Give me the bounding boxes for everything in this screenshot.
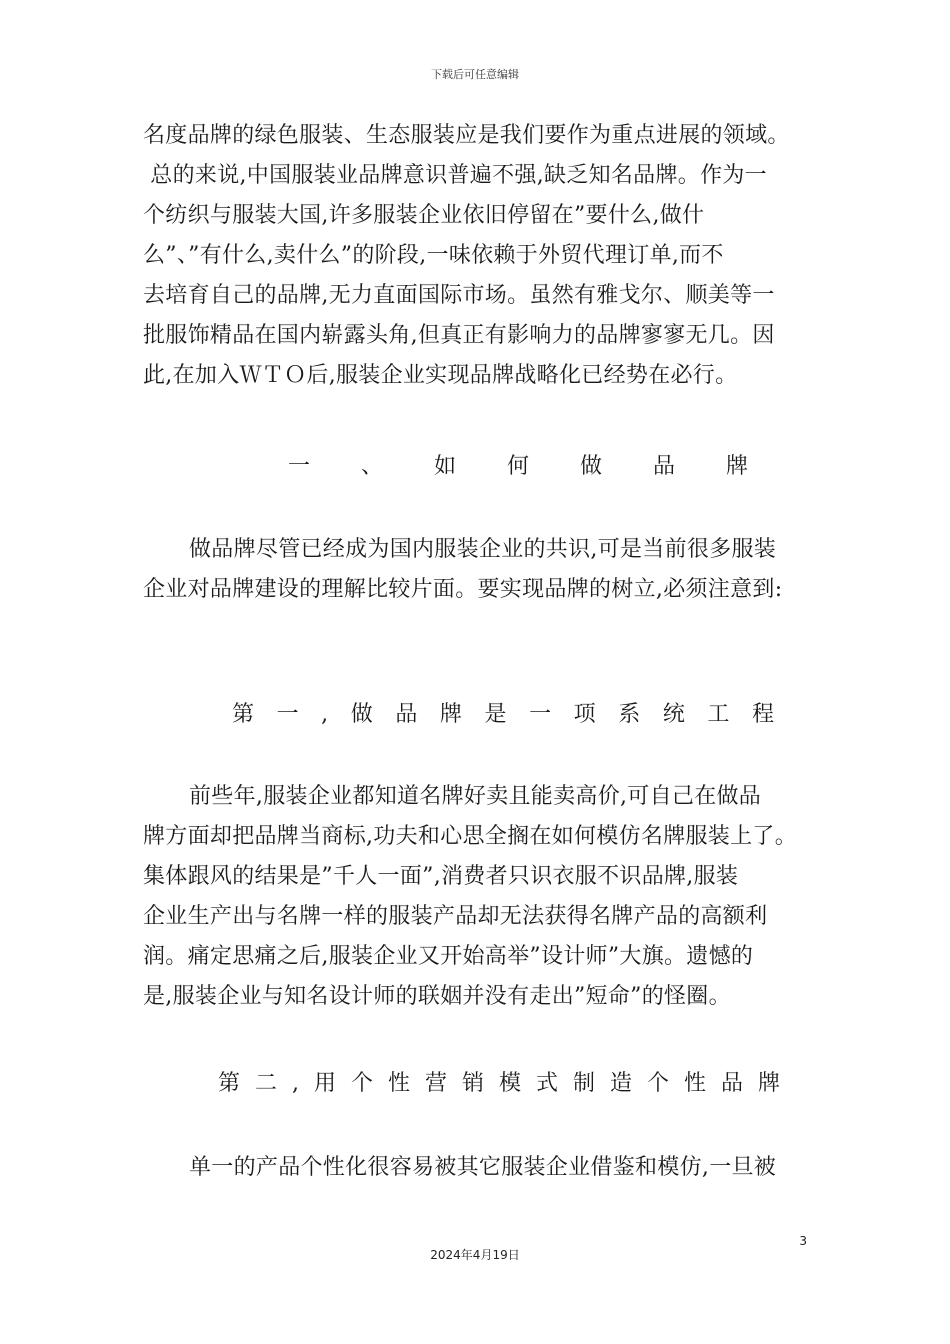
text-line: 前些年,服装企业都知道名牌好卖且能卖高价,可自己在做品 [189,784,762,809]
point-heading [232,695,774,735]
section-heading-text: 一、如何做品牌 [288,454,748,479]
page-footer-date: 2024年4月19日 [430,1248,520,1262]
text-line: 个纺织与服装大国,许多服装企业依旧停留在”要什么,做什 [143,203,705,228]
text-line: 此,在加入ＷＴＯ后,服装企业实现品牌战略化已经势在必行。 [143,363,738,388]
section-one-paragraph [143,530,813,610]
point-heading-text: 第二,用个性营销模式制造个性品牌 [218,1071,780,1096]
text-line: 单一的产品个性化很容易被其它服装企业借鉴和模仿,一旦被 [189,1155,777,1180]
text-line: 做品牌尽管已经成为国内服装企业的共识,可是当前很多服装 [189,537,777,562]
text-line: 是,服装企业与知名设计师的联姻并没有走出”短命”的怪圈。 [143,984,731,1009]
text-line: 总的来说,中国服装业品牌意识普遍不强,缺乏知名品牌。作为一 [143,163,767,188]
point-two-paragraph [143,1148,813,1188]
text-line: 企业生产出与名牌一样的服装产品却无法获得名牌产品的高额利 [143,904,768,929]
point-one-paragraph [143,777,813,1017]
text-line: 名度品牌的绿色服装、生态服装应是我们要作为重点进展的领域。 [143,123,790,148]
text-line: 企业对品牌建设的理解比较片面。要实现品牌的树立,必须注意到: [143,577,783,602]
point-heading [218,1064,780,1104]
text-line: 牌方面却把品牌当商标,功夫和心思全搁在如何模仿名牌服装上了。 [143,824,797,849]
intro-paragraph [143,116,813,396]
page-number: 3 [799,1234,807,1248]
point-heading-text: 第一,做品牌是一项系统工程 [232,702,774,727]
section-heading [288,447,748,487]
text-line: 批服饰精品在国内崭露头角,但真正有影响力的品牌寥寥无几。因 [143,323,775,348]
text-line: 么”、”有什么,卖什么”的阶段,一味依赖于外贸代理订单,而不 [143,243,724,268]
text-line: 润。痛定思痛之后,服装企业又开始高举”设计师”大旗。遗憾的 [143,944,754,969]
text-line: 集体跟风的结果是”千人一面”,消费者只识衣服不识品牌,服装 [143,864,739,889]
page-header: 下载后可任意编辑 [431,68,519,81]
text-line: 去培育自己的品牌,无力直面国际市场。虽然有雅戈尔、顺美等一 [143,283,775,308]
